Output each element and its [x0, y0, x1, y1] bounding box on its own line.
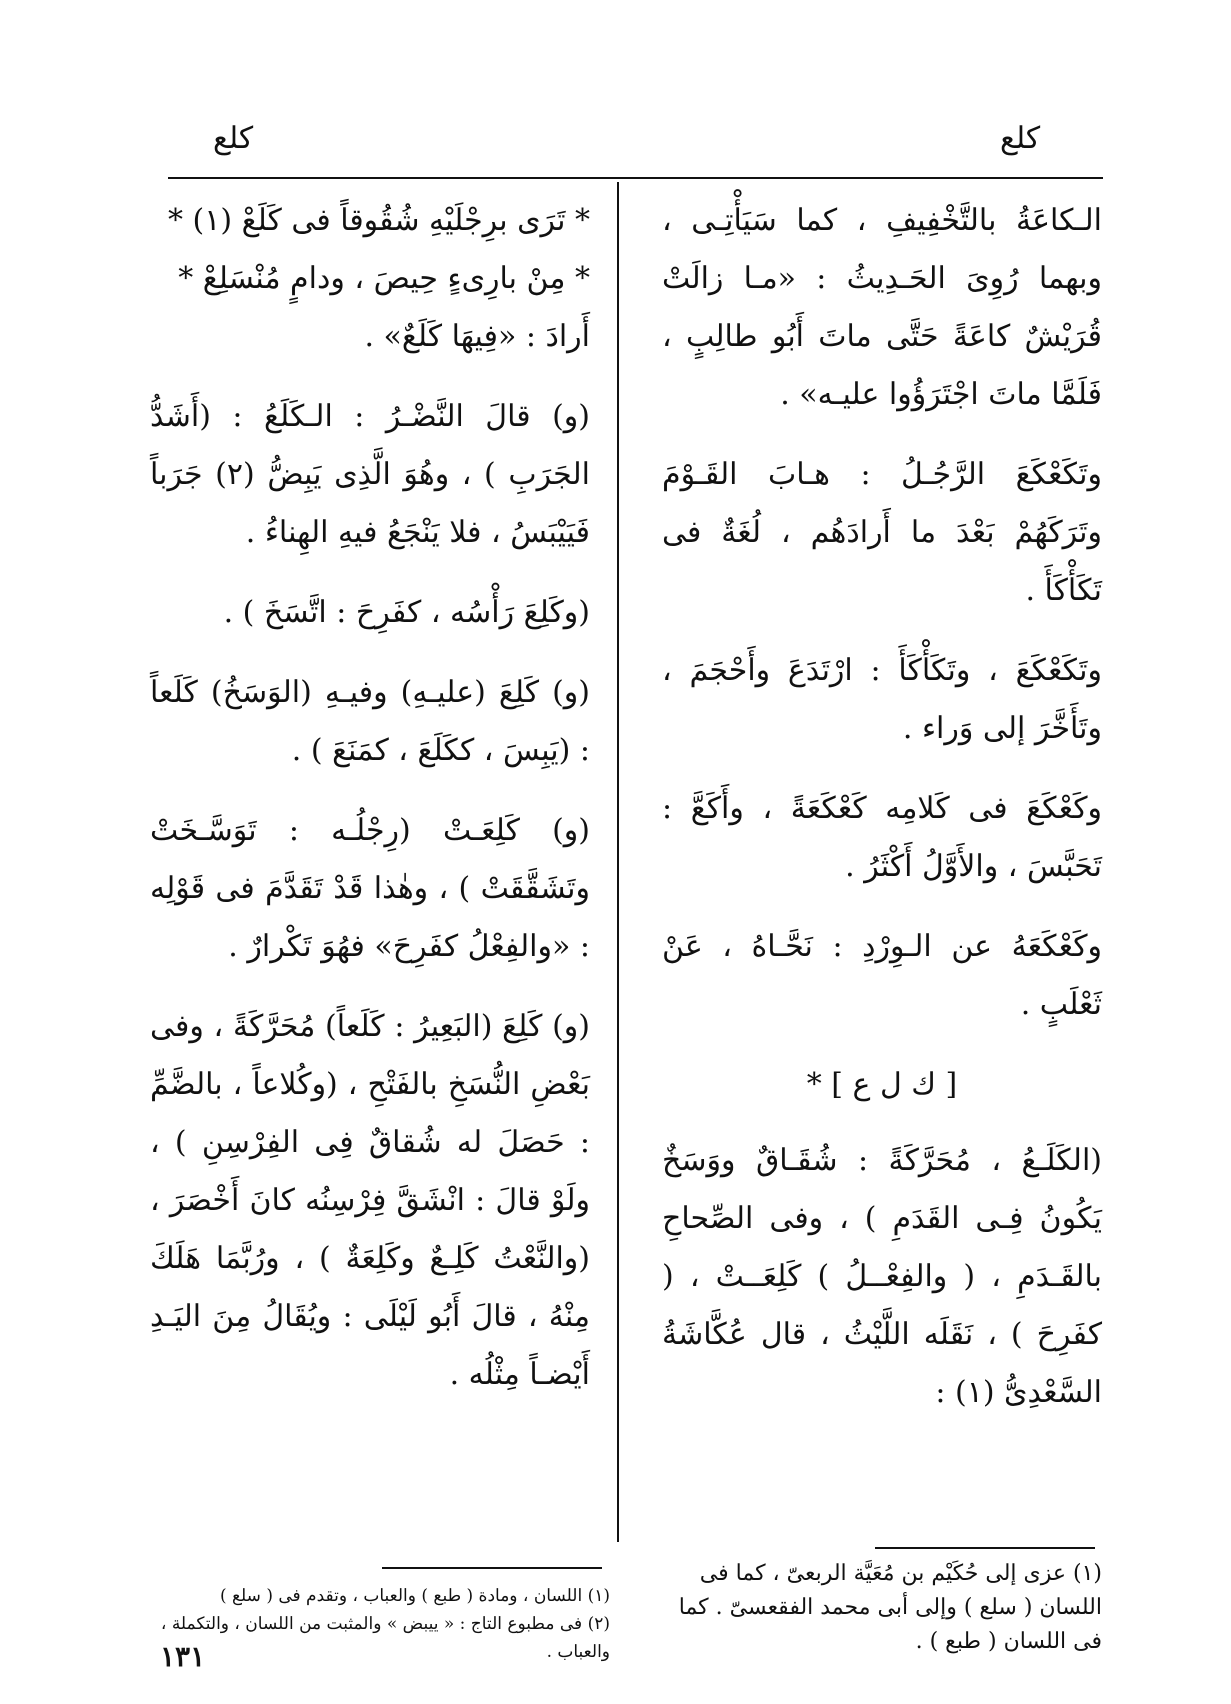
footnote-rule — [875, 1547, 1095, 1549]
verse-line: * مِنْ بارِىءٍ حِيصَ ، ودامٍ مُنْسَلِعْ * — [178, 261, 590, 296]
column-divider — [617, 182, 619, 1542]
paragraph: (و) كَلِعَ (عليـهِ) وفيـهِ (الوَسَخُ) كَلَعاً : (يَبِسَ ، ككَلَعَ ، كمَنَعَ ) . — [150, 675, 590, 768]
footnotes-left — [150, 1582, 610, 1666]
paragraph: وتَكَعْكَعَ ، وتَكَأْكَأَ : ارْتَدَعَ وأَحْجَمَ ، وتَأَخَّرَ إلى وَراء . — [662, 653, 1102, 746]
running-header-right: كلع — [1000, 121, 1041, 156]
paragraph: (و) قالَ النَّضْـرُ : الـكَلَعُ : (أَشَدُّ الجَرَبِ ) ، وهُوَ الَّذِى يَبِضُّ (٢) جَرَباً فَيَيْبَسُ ، فلا يَنْجَعُ فيهِ الهِناءُ . — [150, 399, 590, 550]
paragraph: (الكَلَـعُ ، مُحَرَّكَةً : شُقَـاقٌ ووَسَخٌ يَكُونُ فِـى القَدَمِ ) ، وفى الصِّحاحِ بالقَـدَمِ ، ( والفِعْــلُ ) كَلِعَــتْ ، ( كفَرِحَ ) ، نَقَلَه اللَّيْثُ ، قال عُكَّاشَةُ السَّعْدِىُّ (١) : — [662, 1143, 1102, 1410]
footnote: (١) عزى إلى حُكَيْم بن مُعَيَّة الربعىّ ، كما فى اللسان ( سلع ) وإلى أبى محمد الفقعسىّ . كما فى اللسان ( طبع ) . — [678, 1561, 1102, 1654]
right-column — [662, 192, 1102, 1444]
footnote: (١) اللسان ، ومادة ( طبع ) والعباب ، وتقدم فى ( سلع ) — [219, 1586, 610, 1606]
entry-heading: [ ك ل ع ] * — [806, 1067, 958, 1102]
paragraph: أَرادَ : «فِيهَا كَلَعٌ» . — [364, 319, 590, 354]
left-column — [150, 192, 590, 1426]
paragraph: وكَعْكَعَهُ عن الـوِرْدِ : نَحَّـاهُ ، عَنْ ثَعْلَبٍ . — [662, 929, 1102, 1022]
paragraph: (و) كَلِعَ (البَعِيرُ : كَلَعاً) مُحَرَّكَةً ، وفى بَعْضِ النُّسَخِ بالفَتْحِ ، (وكُلاعاً ، بالضَّمِّ : حَصَلَ له شُقاقٌ فِى الفِرْسِنِ ) ، ولَوْ قالَ : انْشَقَّ فِرْسِنُه كانَ أَخْصَرَ ، (والنَّعْتُ كَلِـعٌ وكَلِعَةٌ ) ، ورُبَّمَا هَلَكَ مِنْهُ ، قالَ أَبُو لَيْلَى : ويُقَالُ مِنَ اليَـدِ أَيْضـاً مِثْلُه . — [150, 1009, 590, 1392]
footnotes-right — [662, 1557, 1102, 1659]
paragraph: الـكاعَةُ بالتَّخْفِيفِ ، كما سَيَأْتِـى ، وبهما رُوِىَ الحَـدِيثُ : «مـا زالَتْ قُرَيْشٌ كاعَةً حَتَّى ماتَ أَبُو طالِبٍ ، فَلَمَّا ماتَ اجْتَرَؤُوا عليـه» . — [662, 203, 1102, 412]
page-number: ١٣١ — [160, 1640, 206, 1673]
header-rule — [168, 177, 1103, 179]
paragraph: وتَكَعْكَعَ الرَّجُـلُ : هـابَ القَـوْمَ وتَرَكَهُمْ بَعْدَ ما أَرادَهُم ، لُغَةٌ فى تَكَأْكَأَ . — [662, 457, 1102, 608]
footnote: (٢) فى مطبوع التاج : « ييبض » والمثبت من اللسان ، والتكملة ، والعباب . — [160, 1614, 610, 1662]
paragraph: (وكَلِعَ رَأْسُه ، كفَرِحَ : اتَّسَخَ ) . — [223, 595, 590, 630]
footnote-rule — [382, 1567, 602, 1569]
paragraph: وكَعْكَعَ فى كَلامِه كَعْكَعَةً ، وأَكَعَّ : تَحَبَّسَ ، والأَوَّلُ أَكْثَرُ . — [662, 791, 1102, 884]
verse-line: * تَرَى برِجْلَيْهِ شُقُوقاً فى كَلَعْ (١) * — [167, 203, 590, 238]
paragraph: (و) كَلِعَـتْ (رِجْلُـه : تَوَسَّـخَتْ وتَشَقَّقَتْ ) ، وهٰذا قَدْ تَقَدَّمَ فى قَوْلِه : «والفِعْلُ كفَرِحَ» فهُوَ تَكْرارٌ . — [150, 813, 590, 964]
running-header-left: كلع — [213, 121, 254, 156]
